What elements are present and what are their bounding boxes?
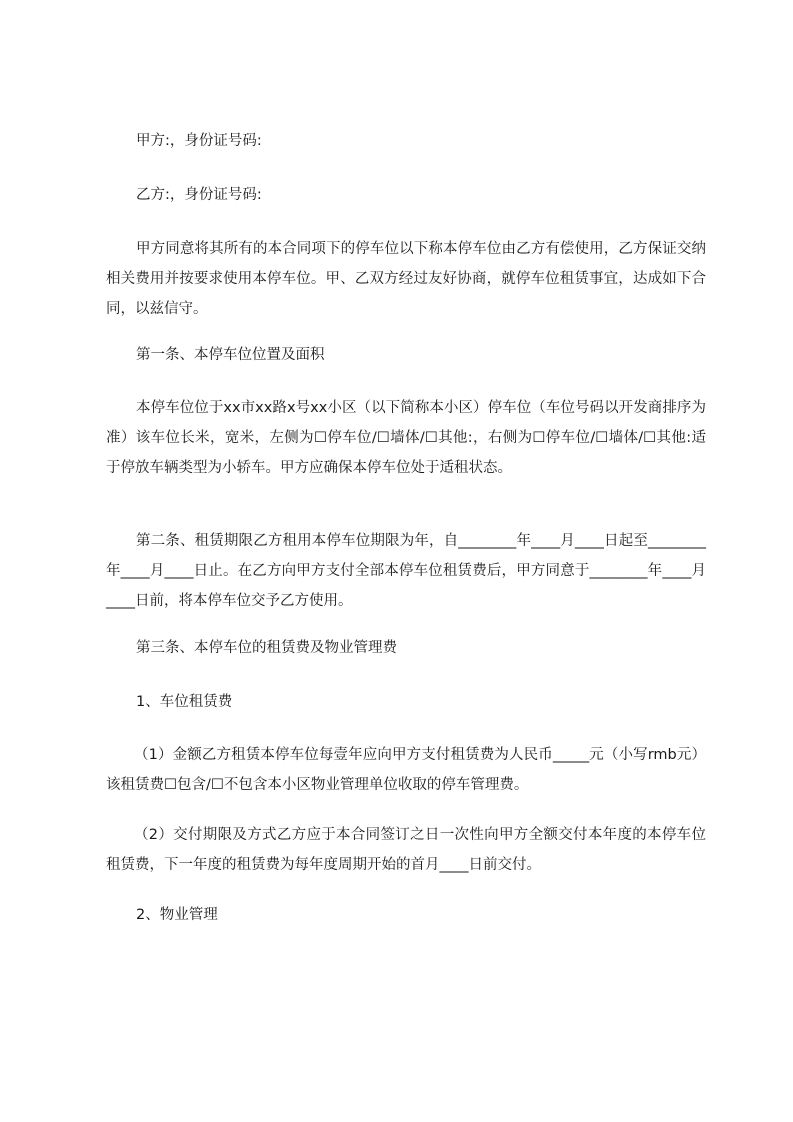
article-1-body: 本停车位位于xx市xx路x号xx小区（以下简称本小区）停车位（车位号码以开发商排序为准）该车位长米，宽米，左侧为☐停车位/☐墙体/☐其他:，右侧为☐停车位/☐墙体/☐其他:适于停放车辆类型为小轿车。甲方应确保本停车位处于适租状态。	[106, 400, 706, 476]
article-1-heading: 第一条、本停车位位置及面积	[136, 347, 325, 363]
section-2-heading: 2、物业管理	[136, 907, 218, 923]
article-2-body: 第二条、租赁期限乙方租用本停车位期限为年，自________年____月____日起至________年____月____日止。在乙方向甲方支付全部本停车位租赁费后，甲方同意于________年____月____日前，将本停车位交予乙方使用。	[106, 533, 706, 609]
section-1-heading: 1、车位租赁费	[136, 694, 233, 710]
article-3-heading: 第三条、本停车位的租赁费及物业管理费	[136, 640, 397, 656]
party-a-line: 甲方:，身份证号码:	[136, 133, 262, 149]
clause-1-amount: （1）金额乙方租赁本停车位每壹年应向甲方支付租赁费为人民币_____元（小写rmb元）该租赁费☐包含/☐不包含本小区物业管理单位收取的停车管理费。	[106, 747, 706, 793]
clause-2-payment-terms: （2）交付期限及方式乙方应于本合同签订之日一次性向甲方全额交付本年度的本停车位租赁费，下一年度的租赁费为每年度周期开始的首月____日前交付。	[106, 827, 706, 873]
party-b-line: 乙方:，身份证号码:	[136, 187, 262, 203]
preamble-paragraph: 甲方同意将其所有的本合同项下的停车位以下称本停车位由乙方有偿使用，乙方保证交纳相关费用并按要求使用本停车位。甲、乙双方经过友好协商，就停车位租赁事宜，达成如下合同，以兹信守。	[106, 241, 706, 317]
